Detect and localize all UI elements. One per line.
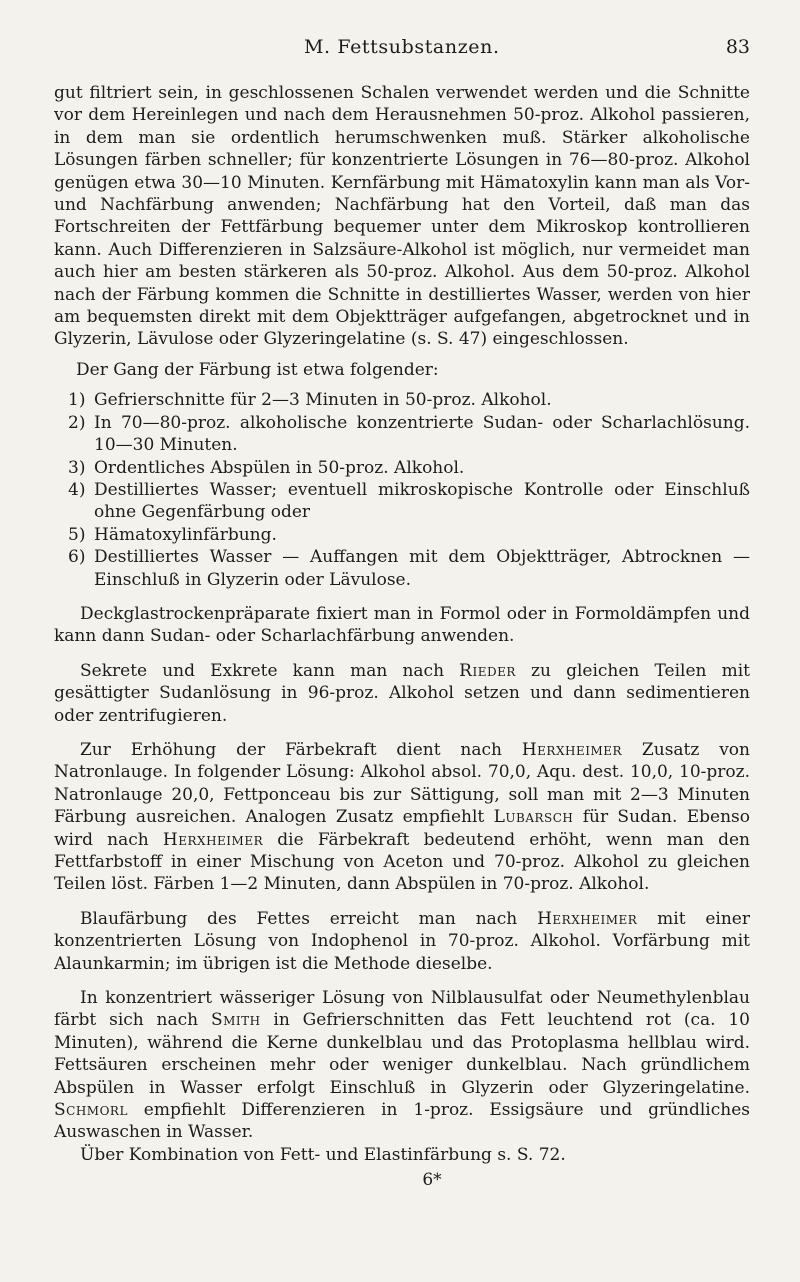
list-item-text: Destilliertes Wasser — Auffangen mit dem Objektträger, Abtrocknen — Einschluß in Glyzerin oder Lävulose. — [94, 547, 750, 590]
author-name: Herxheimer — [537, 908, 638, 929]
list-item — [54, 412, 750, 457]
paragraph: In konzentriert wässeriger Lösung von Nilblausulfat oder Neumethylenblau färbt sich nach Smith in Gefrierschnitten das Fett leuchtend rot (ca. 10 Minuten), während die Kerne dunkelblau und das Protoplasma hellblau wird. Fettsäuren erscheinen mehr oder weniger dunkelblau. Nach gründlichem Abspülen in Wasser erfolgt Einschluß in Glyzerin oder Glyzeringelatine. Schmorl empfiehlt Differenzieren in 1-proz. Essigsäure und gründliches Auswaschen in Wasser. — [54, 988, 750, 1143]
paragraph: Sekrete und Exkrete kann man nach Rieder zu gleichen Teilen mit gesättigter Sudanlösung in 96-proz. Alkohol setzen und dann sedimentieren oder zentrifugieren. — [54, 660, 750, 726]
author-name: Herxheimer — [162, 829, 264, 850]
list-item-text: Destilliertes Wasser; eventuell mikroskopische Kontrolle oder Einschluß ohne Gegenfärbung oder — [94, 479, 750, 523]
list-item-text: Ordentliches Abspülen in 50-proz. Alkohol. — [94, 457, 465, 478]
list-item — [54, 524, 750, 546]
author-name: Rieder — [459, 660, 516, 681]
list-item — [54, 389, 750, 411]
list-item — [54, 479, 750, 524]
list-item-text: Gefrierschnitte für 2—3 Minuten in 50-proz. Alkohol. — [94, 390, 552, 411]
author-name: Schmorl — [54, 1100, 128, 1121]
paragraph: Der Gang der Färbung ist etwa folgender: — [76, 359, 439, 380]
signature-mark: 6* — [422, 1170, 442, 1191]
list-item — [54, 546, 750, 591]
paragraph: Blaufärbung des Fettes erreicht man nach Herxheimer mit einer konzentrierten Lösung von Indophenol in 70-proz. Alkohol. Vorfärbung mit Alaunkarmin; im übrigen ist die Methode dieselbe. — [54, 908, 750, 974]
paragraph: gut filtriert sein, in geschlossenen Schalen verwendet werden und die Schnitte vor dem Hereinlegen und nach dem Herausnehmen 50-proz. Alkohol passieren, in dem man sie ordentlich herumschwenken muß. Stärker alkoholische Lösungen färben schneller; für konzentrierte Lösungen in 76—80-proz. Alkohol genügen etwa 30—10 Minuten. Kernfärbung mit Hämatoxylin kann man als Vor- und Nachfärbung anwenden; Nachfärbung hat den Vorteil, daß man das Fortschreiten der Fettfärbung bequemer unter dem Mikroskop kontrollieren kann. Auch Differenzieren in Salzsäure-Alkohol ist möglich, nur vermeidet man auch hier am besten stärkeren als 50-proz. Alkohol. Aus dem 50-proz. Alkohol nach der Färbung kommen die Schnitte in destilliertes Wasser, werden von hier am bequemsten direkt mit dem Objektträger aufgefangen, abgetrocknet und in Glyzerin, Lävulose oder Glyzeringelatine (s. S. 47) eingeschlossen. — [54, 83, 750, 350]
paragraph: Über Kombination von Fett- und Elastinfärbung s. S. 72. — [80, 1144, 566, 1165]
list-item-number: 5) — [68, 524, 86, 545]
list-item-number: 3) — [68, 457, 86, 478]
list-item-number: 2) — [68, 412, 86, 433]
list-item-text: In 70—80-proz. alkoholische konzentrierte Sudan- oder Scharlachlösung. 10—30 Minuten. — [94, 412, 750, 456]
author-name: Smith — [210, 1010, 261, 1031]
list-item-text: Hämatoxylinfärbung. — [94, 524, 277, 545]
page-header — [54, 36, 750, 62]
list-item — [54, 457, 750, 479]
list-item-number: 1) — [68, 390, 86, 411]
staining-steps-list — [54, 389, 750, 591]
author-name: Lubarsch — [493, 807, 574, 828]
list-item-number: 6) — [68, 547, 86, 568]
author-name: Herxheimer — [521, 739, 623, 760]
list-item-number: 4) — [68, 479, 86, 500]
running-title: M. Fettsubstanzen. — [304, 36, 500, 58]
paragraph: Deckglastrockenpräparate fixiert man in Formol oder in Formoldämpfen und kann dann Sudan- oder Scharlachfärbung anwenden. — [54, 603, 750, 647]
page-number: 83 — [725, 36, 750, 58]
paragraph: Zur Erhöhung der Färbekraft dient nach Herxheimer Zusatz von Natronlauge. In folgender Lösung: Alkohol absol. 70,0, Aqu. dest. 10,0, 10-proz. Natronlauge 20,0, Fettponceau bis zur Sättigung, soll man mit 2—3 Minuten Färbung ausreichen. Analogen Zusatz empfiehlt Lubarsch für Sudan. Ebenso wird nach Herxheimer die Färbekraft bedeutend erhöht, wenn man den Fettfarbstoff in einer Mischung von Aceton und 70-proz. Alkohol zu gleichen Teilen löst. Färben 1—2 Minuten, dann Abspülen in 70-proz. Alkohol. — [54, 739, 750, 895]
